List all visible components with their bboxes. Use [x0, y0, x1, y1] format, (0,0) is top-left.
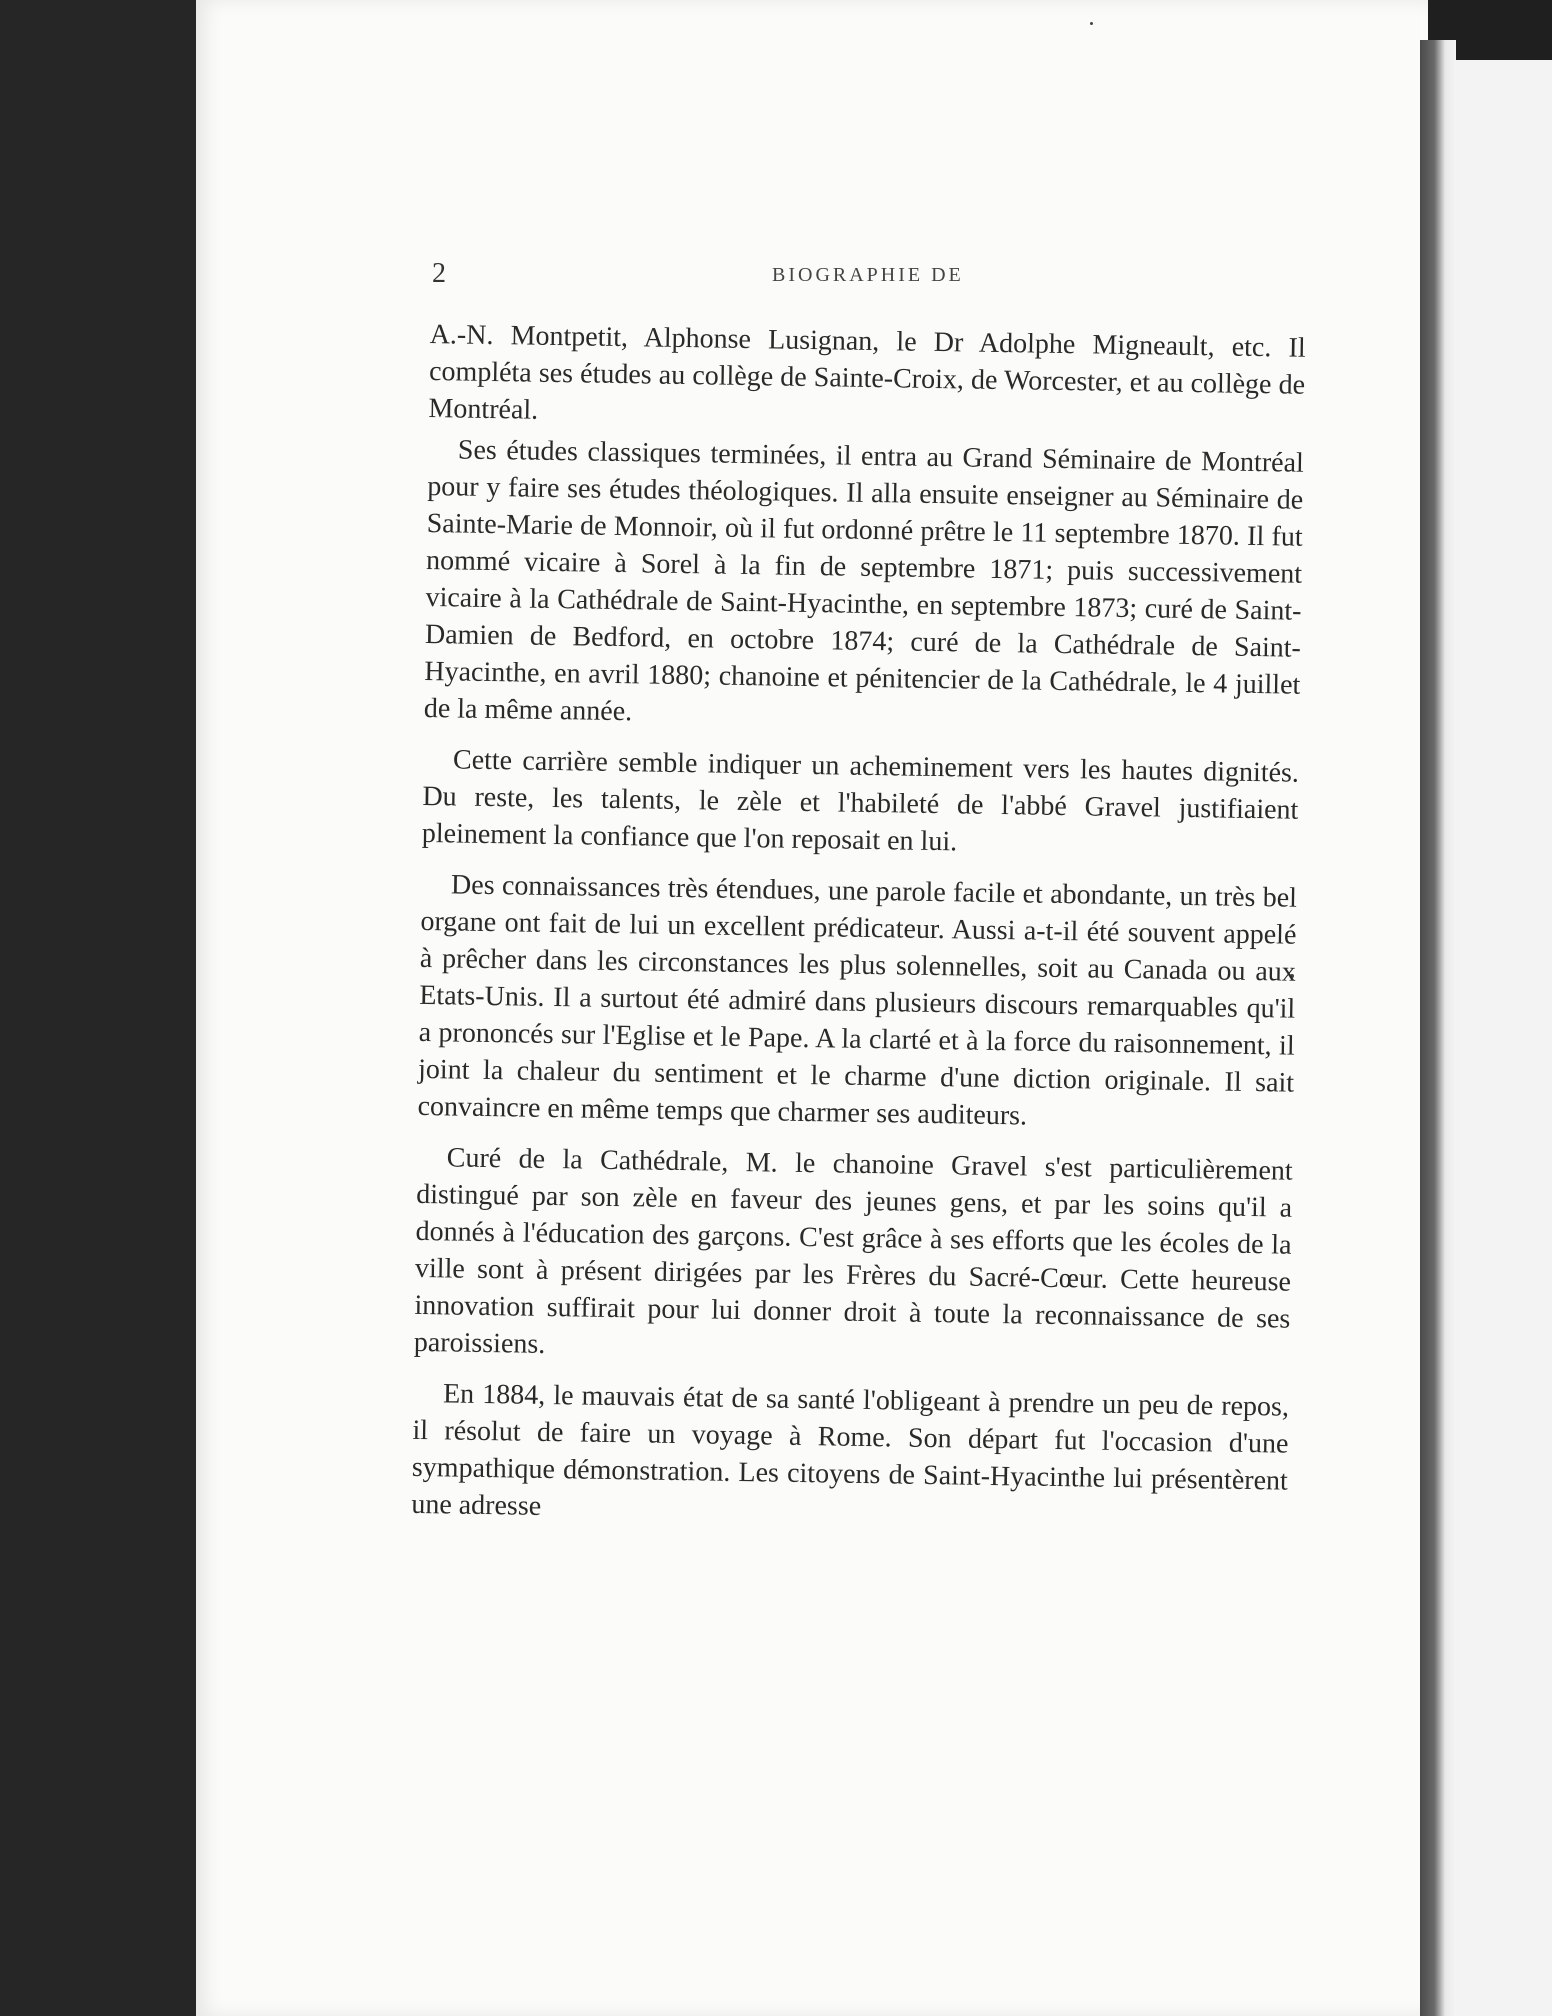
paragraph: Ses études classiques terminées, il entra au Grand Séminaire de Montréal pour y faire ses études théologiques. Il alla ensuite enseigner au Séminaire de Sainte-Marie de Monnoir, où il fut ordonné prêtre le 11 septembre 1870. Il fut nommé vicaire à Sorel à la fin de septembre 1871; puis successivement vicaire à la Cathédrale de Saint-Hyacinthe, en septembre 1873; curé de Saint-Damien de Bedford, en octobre 1874; curé de la Cathédrale de Saint-Hyacinthe, en avril 1880; chanoine et pénitencier de la Cathédrale, le 4 juillet de la même année.	[423, 434, 1305, 728]
adjacent-page-edge	[1456, 60, 1552, 2016]
paragraph: Des connaissances très étendues, une parole facile et abondante, un très bel organe ont fait de lui un excellent prédicateur. Aussi a-t-il été souvent appelé à prêcher dans les circonstances les plus solennelles, soit au Canada ou aux Etats-Unis. Il a surtout été admiré dans plusieurs discours remarquables qu'il a prononcés sur l'Eglise et le Pape. A la clarté et à la force du raisonnement, il joint la chaleur du sentiment et le charme d'une diction originale. Il sait convaincre en même temps que charmer ses auditeurs.	[417, 869, 1298, 1132]
paragraph: Cette carrière semble indiquer un acheminement vers les hautes dignités. Du reste, les talents, le zèle et l'habileté de l'abbé Gravel justifiaient pleinement la confiance que l'on reposait en lui.	[421, 744, 1300, 858]
page-header	[432, 258, 1332, 298]
page-body-text	[411, 316, 1306, 1537]
page-gutter-fold	[1420, 40, 1456, 2016]
scanner-bed-left	[0, 0, 200, 2016]
paragraph: Curé de la Cathédrale, M. le chanoine Gravel s'est particulièrement distingué par son zèle en faveur des jeunes gens, et par les soins qu'il a donnés à l'éducation des garçons. C'est grâce à ses efforts que les écoles de la ville sont à présent dirigées par les Frères du Sacré-Cœur. Cette heureuse innovation suffirait pour lui donner droit à toute la reconnaissance de ses paroissiens.	[413, 1142, 1293, 1360]
running-head: BIOGRAPHIE DE	[772, 264, 964, 286]
paragraph: En 1884, le mauvais état de sa santé l'obligeant à prendre un peu de repos, il résolut de faire un voyage à Rome. Son départ fut l'occasion d'une sympathique démonstration. Les citoyens de Saint-Hyacinthe lui présentèrent une adresse	[411, 1378, 1290, 1522]
ink-speck	[1090, 22, 1093, 25]
paragraph-continuation: A.-N. Montpetit, Alphonse Lusignan, le Dr Adolphe Migneault, etc. Il compléta ses études au collège de Sainte-Croix, de Worcester, et au collège de Montréal.	[428, 318, 1306, 426]
page-number: 2	[432, 258, 446, 289]
